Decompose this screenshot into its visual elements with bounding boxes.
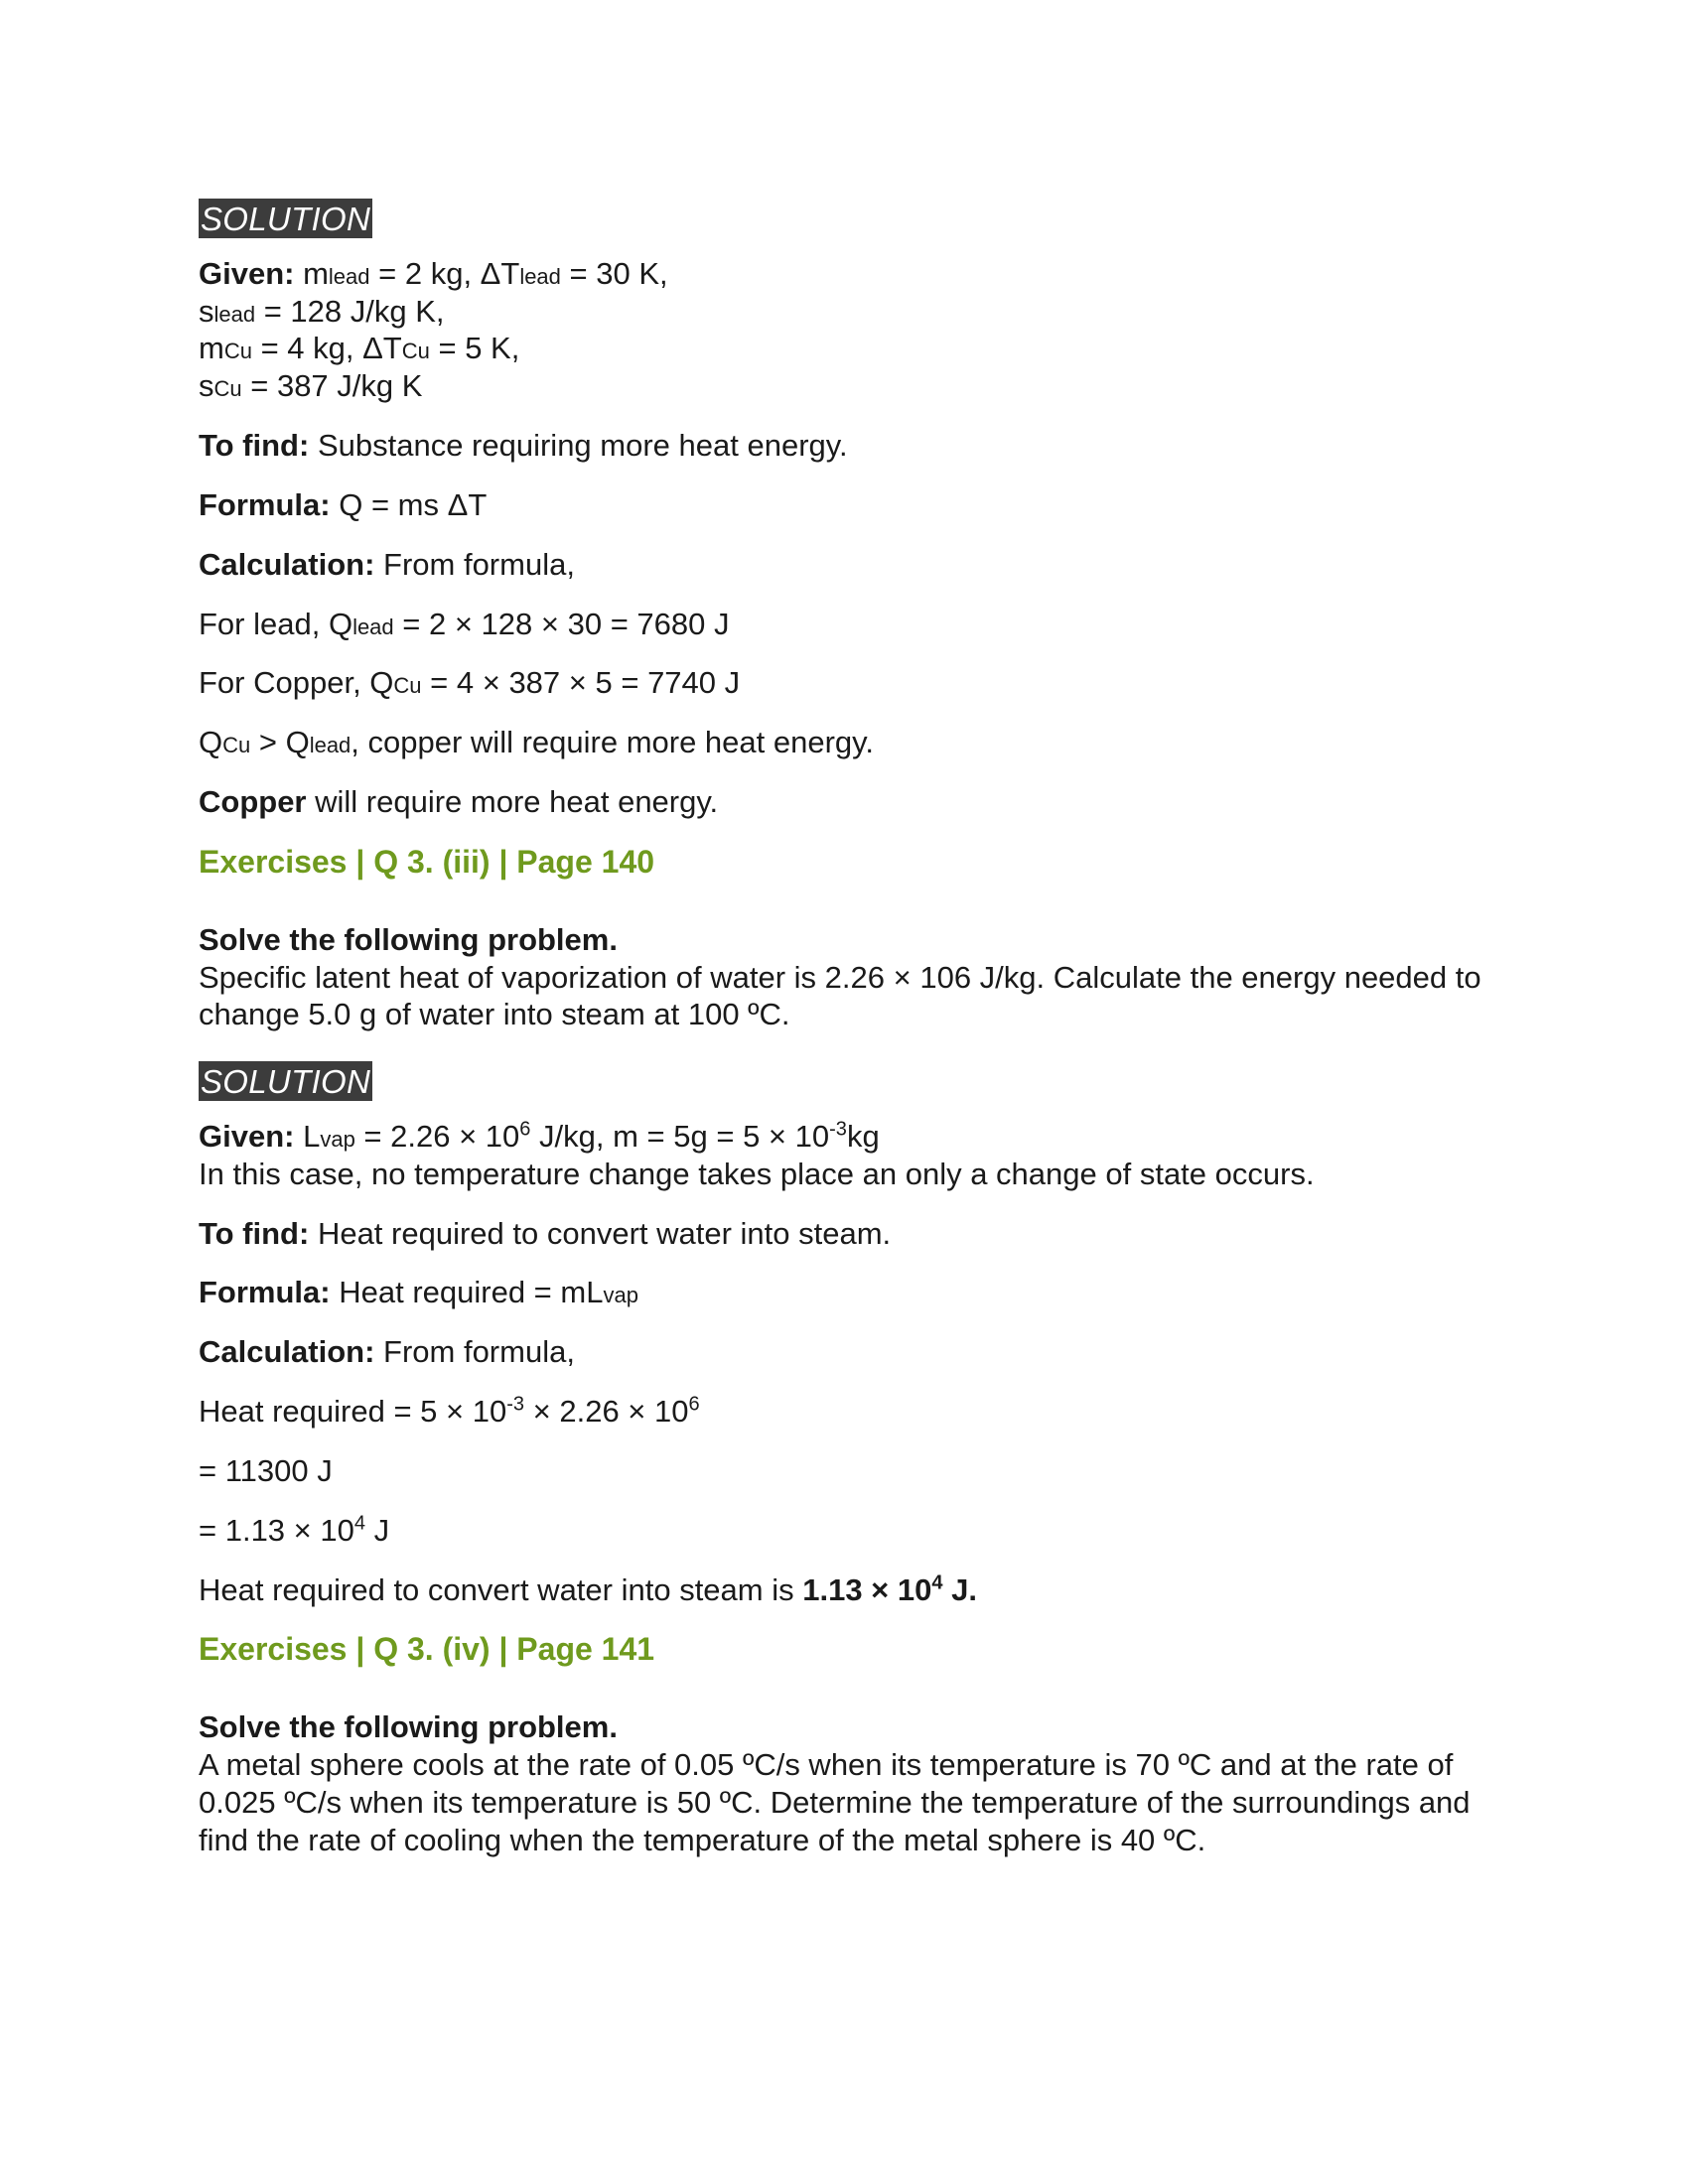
lead-heat-line: For lead, Qlead = 2 × 128 × 30 = 7680 J — [199, 606, 730, 641]
given-block — [199, 255, 1489, 405]
calc-step-3: = $1.13 \times 10^4$ J — [199, 1512, 390, 1548]
note-line: In this case, no temperature change takes place an only a change of state occurs. — [199, 1156, 1315, 1191]
comparison-line: QCu > Qlead, copper will require more heat energy. — [199, 725, 874, 760]
conclusion-line: Copper will require more heat energy. — [199, 783, 719, 819]
formula-line: Formula: Heat required = mLvap — [199, 1275, 638, 1310]
document-page — [199, 199, 1489, 1859]
to-find-line: To find: Heat required to convert water into steam. — [199, 1215, 892, 1251]
solution-badge: SOLUTION — [201, 1063, 371, 1101]
formula-line: Formula: Q = ms ΔT — [199, 486, 488, 522]
given-line-4: sCu = 387 J/kg K — [199, 368, 423, 404]
calculation-line: Calculation: From formula, — [199, 546, 575, 582]
problem-text: Specific latent heat of vaporization of water is 2.26 × 106 J/kg. Calculate the energy needed to change 5.0 g of water into steam at 100 ºC. — [199, 959, 1481, 1032]
solution-badge: SOLUTION — [201, 201, 371, 237]
given-line-2: slead = 128 J/kg K, — [199, 293, 445, 329]
copper-heat-line: For Copper, QCu = 4 × 387 × 5 = 7740 J — [199, 665, 741, 701]
given-label: Given: — [199, 255, 295, 291]
given-line-3: mCu = 4 kg, ΔTCu = 5 K, — [199, 331, 520, 366]
given-line: Given: Lvap = $2.26 \times 10^6$ J/kg, $m = 5g = 5 \times 10^{-3}kg$ — [199, 1118, 880, 1155]
exercise-link-1[interactable]: Exercises | Q 3. (iii) | Page 140 — [199, 843, 655, 880]
calc-step-1: Heat required = $5 \times 10^{-3} \times 2.26 \times 10^6$ — [199, 1393, 700, 1430]
exercise-link-2[interactable]: Exercises | Q 3. (iv) | Page 141 — [199, 1631, 655, 1668]
calc-step-2: = 11300 J — [199, 1452, 333, 1488]
to-find-line: To find: Substance requiring more heat energy. — [199, 428, 848, 464]
given-line-1: Given: mlead = 2 kg, ΔTlead = 30 K, — [199, 255, 668, 291]
problem-text: A metal sphere cools at the rate of 0.05 ºC/s when its temperature is 70 ºC and at the rate of 0.025 ºC/s when its temperature is 50 ºC. Determine the temperature of the surroundings and find the rate of cooling when the temperature of the metal sphere is 40 ºC. — [199, 1747, 1471, 1857]
problem-heading: Solve the following problem. — [199, 921, 618, 957]
conclusion-line: Heat required to convert water into steam is $1.13 \times 10^4$ J. — [199, 1571, 977, 1607]
problem-heading: Solve the following problem. — [199, 1709, 618, 1745]
calculation-line: Calculation: From formula, — [199, 1334, 575, 1370]
